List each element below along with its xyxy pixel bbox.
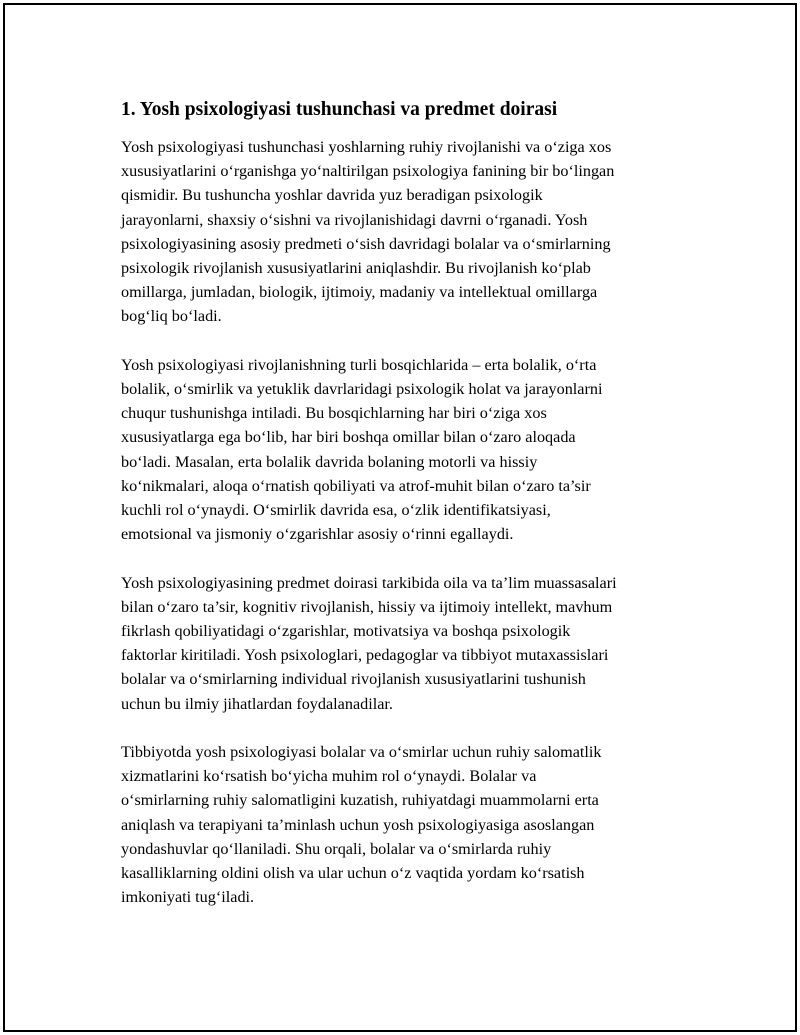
paragraph-3: Yosh psixologiyasining predmet doirasi tarkibida oila va ta’lim muassasalari bilan o‘zaro ta’sir, kognitiv rivojlanish, hissiy va ijtimoiy intellekt, mavhum fikrlash qobiliyatidagi o‘zgarishlar, motivatsiya va boshqa psixologik faktorlar kiritiladi. Yosh psixologlari, pedagoglar va tibbiyot mutaxassislari bolalar va o‘smirlarning individual rivojlanish xususiyatlarini tushunish uchun bu ilmiy jihatlardan foydalanadilar. <box>121 573 617 713</box>
paragraph-4: Tibbiyotda yosh psixologiyasi bolalar va o‘smirlar uchun ruhiy salomatlik xizmatlarini ko‘rsatish bo‘yicha muhim rol o‘ynaydi. Bolalar va o‘smirlarning ruhiy salomatligini kuzatish, ruhiyatdagi muammolarni erta aniqlash va terapiyani ta’minlash uchun yosh psixologiyasiga asoslangan yondashuvlar qo‘llaniladi. Shu orqali, bolalar va o‘smirlarda ruhiy kasalliklarning oldini olish va ular uchun o‘z vaqtida yordam ko‘rsatish imkoniyati tug‘iladi. <box>121 743 602 907</box>
paragraph-1: Yosh psixologiyasi tushunchasi yoshlarning ruhiy rivojlanishi va o‘ziga xos xususiyatlarini o‘rganishga yo‘naltirilgan psixologiya fanining bir bo‘lingan qismidir. Bu tushuncha yoshlar davrida yuz beradigan psixologik jarayonlarni, shaxsiy o‘sishni va rivojlanishidagi davrni o‘rganadi. Yosh psixologiyasining asosiy predmeti o‘sish davridagi bolalar va o‘smirlarning psixologik rivojlanish xususiyatlarini aniqlashdir. Bu rivojlanish ko‘plab omillarga, jumladan, biologik, ijtimoiy, madaniy va intellektual omillarga bog‘liq bo‘ladi. <box>121 138 615 326</box>
document-body <box>121 97 693 934</box>
section-heading: 1. Yosh psixologiyasi tushunchasi va predmet doirasi <box>121 99 558 120</box>
paragraph-2: Yosh psixologiyasi rivojlanishning turli bosqichlarida – erta bolalik, o‘rta bolalik, o‘smirlik va yetuklik davrlaridagi psixologik holat va jarayonlarni chuqur tushunishga intiladi. Bu bosqichlarning har biri o‘ziga xos xususiyatlarga ega bo‘lib, har biri boshqa omillar bilan o‘zaro aloqada bo‘ladi. Masalan, erta bolalik davrida bolaning motorli va hissiy ko‘nikmalari, aloqa o‘rnatish qobiliyati va atrof-muhit bilan o‘zaro ta’sir kuchli rol o‘ynaydi. O‘smirlik davrida esa, o‘zlik identifikatsiyasi, emotsional va jismoniy o‘zgarishlar asosiy o‘rinni egallaydi. <box>121 355 603 544</box>
page-frame <box>3 3 797 1032</box>
